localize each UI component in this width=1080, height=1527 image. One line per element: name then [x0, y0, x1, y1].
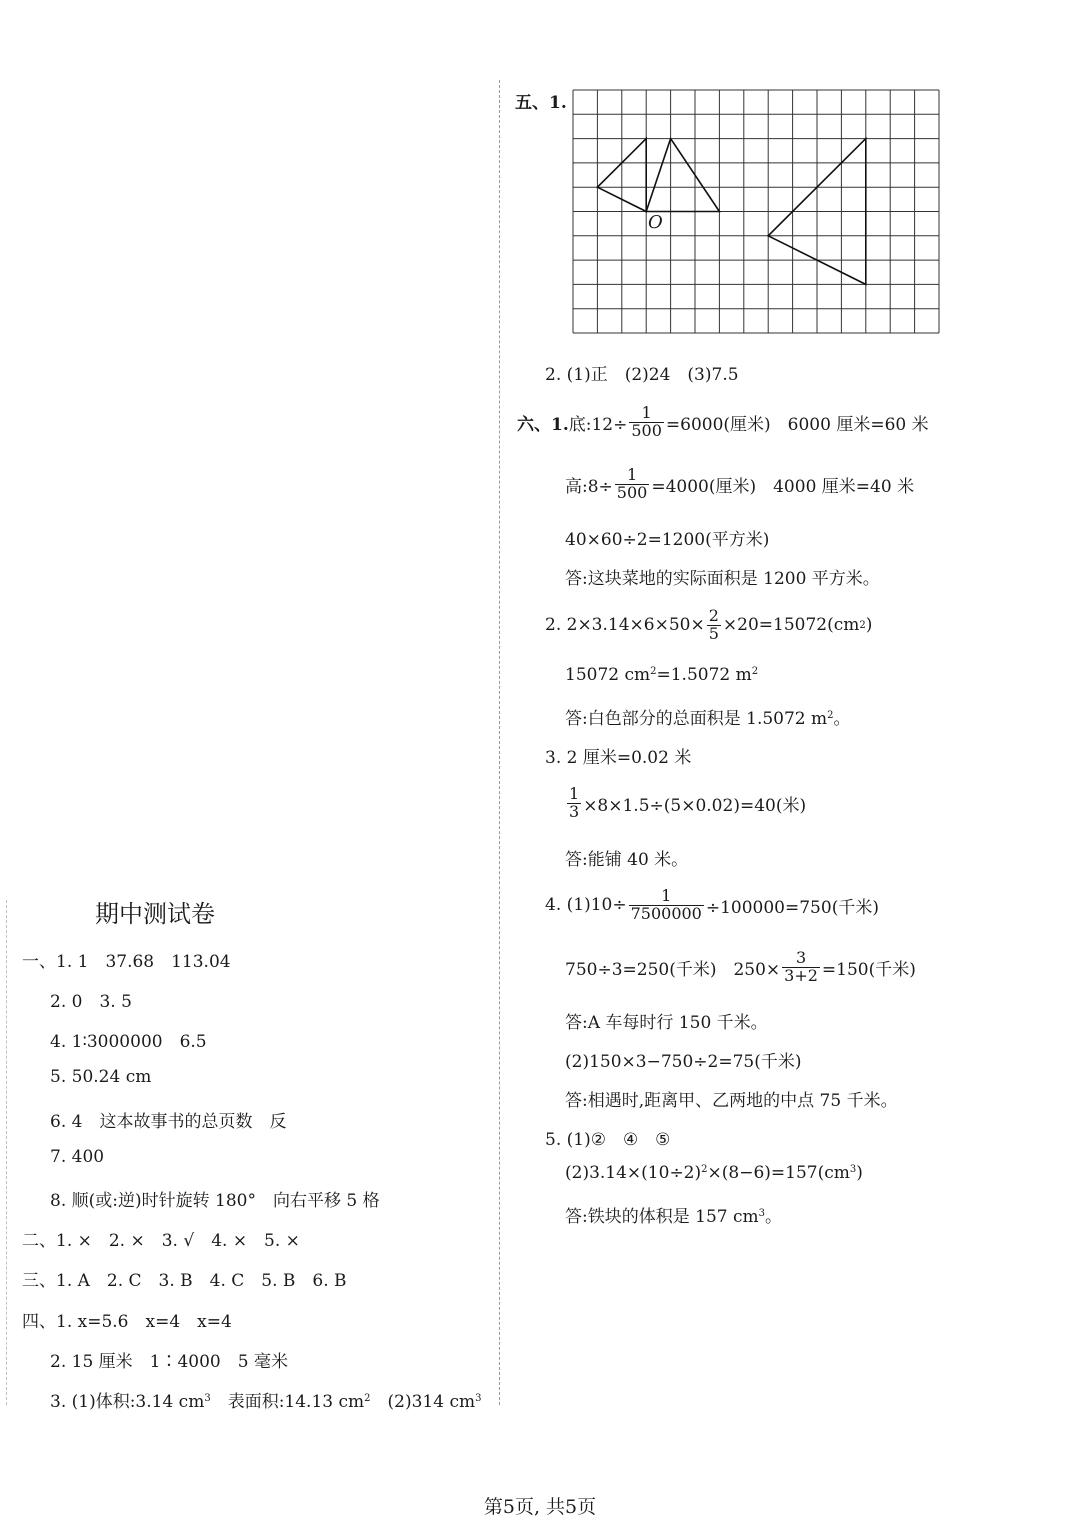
answer-1-7: 7. 400 — [50, 1147, 105, 1167]
answer-4-3 — [50, 1387, 481, 1412]
section-title: 期中测试卷 — [95, 900, 215, 928]
denominator: 3+2 — [784, 965, 818, 985]
answer-6-3-convert: 3. 2 厘米=0.02 米 — [545, 748, 692, 768]
text: 4. (1)10÷ — [545, 895, 627, 915]
answer-3: 三、1. A 2. C 3. B 4. C 5. B 6. B — [22, 1271, 347, 1291]
answer-6-3-conclusion: 答:能铺 40 米。 — [565, 850, 689, 870]
answer-6-2-convert — [565, 665, 758, 685]
answer-6-1-height — [565, 462, 914, 506]
denominator: 3 — [569, 801, 580, 821]
superscript: 3 — [475, 1393, 482, 1404]
grid-figure — [570, 88, 944, 336]
answer-5-2: 2. (1)正 (2)24 (3)7.5 — [545, 365, 739, 385]
text: ×(8−6)=157(cm — [707, 1163, 850, 1183]
text: 答:白色部分的总面积是 1.5072 m — [565, 709, 828, 729]
grid-label: 五、1. — [515, 93, 567, 113]
answer-6-4-calc-3: (2)150×3−750÷2=75(千米) — [565, 1052, 802, 1072]
fraction — [615, 464, 650, 502]
answer-4-1: 四、1. x=5.6 x=4 x=4 — [22, 1312, 232, 1332]
text: ×8×1.5÷(5×0.02)=40(米) — [583, 795, 807, 816]
answer-1-6: 6. 4 这本故事书的总页数 反 — [50, 1112, 287, 1132]
text: =1.5072 m — [656, 665, 752, 685]
numerator: 1 — [629, 405, 664, 423]
text: 750÷3=250(千米) 250× — [565, 959, 781, 980]
superscript: 2 — [701, 1164, 708, 1175]
answer-6-5-1: 5. (1)② ④ ⑤ — [545, 1130, 671, 1150]
answer-1-8: 8. 顺(或:逆)时针旋转 180° 向右平移 5 格 — [50, 1191, 380, 1211]
answer-6-4-calc-1 — [545, 883, 879, 927]
text: 。 — [833, 709, 851, 729]
answer-6-1-conclusion: 答:这块菜地的实际面积是 1200 平方米。 — [565, 569, 880, 589]
text: (2)3.14×(10÷2) — [565, 1163, 702, 1183]
superscript: 2 — [364, 1393, 371, 1404]
denominator: 500 — [631, 420, 662, 440]
numerator: 1 — [629, 888, 704, 906]
superscript: 3 — [204, 1393, 211, 1404]
denominator: 7500000 — [630, 903, 702, 923]
fraction — [629, 402, 664, 440]
denominator: 5 — [708, 623, 719, 643]
text: 2. 2×3.14×6×50× — [545, 615, 705, 635]
fraction — [782, 947, 820, 985]
text: =4000(厘米) 4000 厘米=40 米 — [651, 476, 915, 497]
text: 高:8÷ — [565, 476, 613, 497]
fraction — [707, 605, 721, 643]
denominator: 500 — [616, 482, 648, 502]
text: ) — [865, 615, 873, 635]
answer-1-2: 2. 0 3. 5 — [50, 992, 132, 1012]
superscript: 2 — [650, 666, 657, 677]
answer-6-5-conclusion — [565, 1202, 782, 1227]
numerator: 1 — [615, 467, 650, 485]
superscript: 3 — [849, 1164, 857, 1175]
section-6-label: 六、1. — [517, 414, 569, 435]
text: ÷100000=750(千米) — [705, 897, 879, 918]
answer-6-1-area: 40×60÷2=1200(平方米) — [565, 530, 770, 550]
answer-2: 二、1. × 2. × 3. √ 4. × 5. × — [22, 1231, 300, 1251]
origin-label: O — [648, 212, 663, 233]
answer-1-4: 4. 1∶3000000 6.5 — [50, 1032, 207, 1052]
fraction — [567, 783, 581, 821]
text: 15072 cm — [565, 665, 651, 685]
numerator: 1 — [569, 783, 580, 803]
superscript: 2 — [751, 666, 759, 677]
superscript: 3 — [758, 1208, 765, 1219]
column-divider — [499, 80, 500, 1405]
page-footer: 第5页, 共5页 — [483, 1496, 597, 1518]
answer-4-2: 2. 15 厘米 1∶4000 5 毫米 — [50, 1352, 288, 1372]
text: ) — [856, 1163, 863, 1183]
text: =150(千米) — [821, 959, 916, 980]
superscript: 2 — [859, 619, 866, 631]
text: =6000(厘米) 6000 厘米=60 米 — [665, 414, 929, 435]
superscript: 2 — [827, 710, 834, 721]
answer-1-1: 一、1. 1 37.68 113.04 — [22, 952, 231, 972]
answer-1-5: 5. 50.24 cm — [50, 1067, 152, 1087]
answer-6-5-2 — [565, 1163, 863, 1183]
answer-6-4-calc-2 — [565, 945, 916, 989]
text: 。 — [765, 1207, 782, 1227]
answer-6-2-conclusion — [565, 704, 851, 729]
text: 底:12÷ — [568, 414, 628, 435]
answer-6-2-calc — [545, 603, 872, 647]
text: ×20=15072(cm — [722, 615, 860, 635]
numerator: 3 — [782, 950, 820, 968]
left-edge-line — [6, 900, 7, 1405]
answer-6-1-base — [517, 400, 929, 444]
triangle-original — [646, 139, 719, 212]
answer-6-4-conclusion-1: 答:A 车每时行 150 千米。 — [565, 1013, 768, 1033]
text: 答:铁块的体积是 157 cm — [565, 1207, 759, 1227]
fraction — [629, 885, 704, 923]
text: 表面积:14.13 cm — [210, 1392, 365, 1412]
numerator: 2 — [708, 605, 719, 625]
text: 3. (1)体积:3.14 cm — [50, 1392, 205, 1412]
answer-6-3-calc — [565, 781, 806, 825]
answer-6-4-conclusion-2: 答:相遇时,距离甲、乙两地的中点 75 千米。 — [565, 1091, 898, 1111]
text: (2)314 cm — [370, 1392, 476, 1412]
